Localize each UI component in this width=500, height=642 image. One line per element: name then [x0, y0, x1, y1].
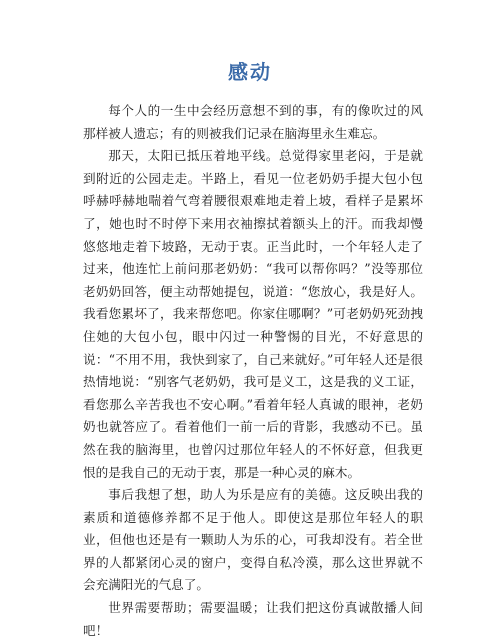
document-title: 感动	[228, 60, 272, 84]
paragraph-2: 那天，太阳已抵压着地平线。总觉得家里老闷，于是就到附近的公园走走。半路上，看见一位老奶奶手提大包小包呼赫呼赫地喘着气弯着腰很艰难地走着上坡，看样子是累坏了，她也时不时停下来用衣袖擦拭着额头上的汗。而我却慢悠悠地走着下坡路，无动于衷。正当此时，一个年轻人走了过来，他连忙上前问那老奶奶：“我可以帮你吗？”没等那位老奶奶回答，便主动帮她提包，说道：“您放心，我是好人。我看您累坏了，我来帮您吧。你家住哪啊？”可老奶奶死劲拽住她的大包小包，眼中闪过一种警惕的目光，不好意思的说：“不用不用，我快到家了，自己来就好。”可年轻人还是很热情地说：“别客气老奶奶，我可是义工，这是我的义工证，看您那么辛苦我也不安心啊。”看着年轻人真诚的眼神，老奶奶也就答应了。看着他们一前一后的背影，我感动不已。虽然在我的脑海里，也曾闪过那位年轻人的不怀好意，但我更恨的是我自己的无动于衷，那是一种心灵的麻木。	[83, 148, 423, 480]
document-body	[83, 100, 423, 642]
paragraph-3: 事后我想了想，助人为乐是应有的美德。这反映出我的素质和道德修养都不足于他人。即使这是那位年轻人的职业，但他也还是有一颗助人为乐的心，可我却没有。若全世界的人都紧闭心灵的窗户，变得自私冷漠，那么这世界就不会充满阳光的气息了。	[83, 487, 423, 593]
paragraph-4: 世界需要帮助；需要温暖；让我们把这份真诚散播人间吧！	[83, 600, 423, 638]
paragraph-1: 每个人的一生中会经历意想不到的事，有的像吹过的风那样被人遗忘；有的则被我们记录在脑海里永生难忘。	[83, 103, 423, 141]
